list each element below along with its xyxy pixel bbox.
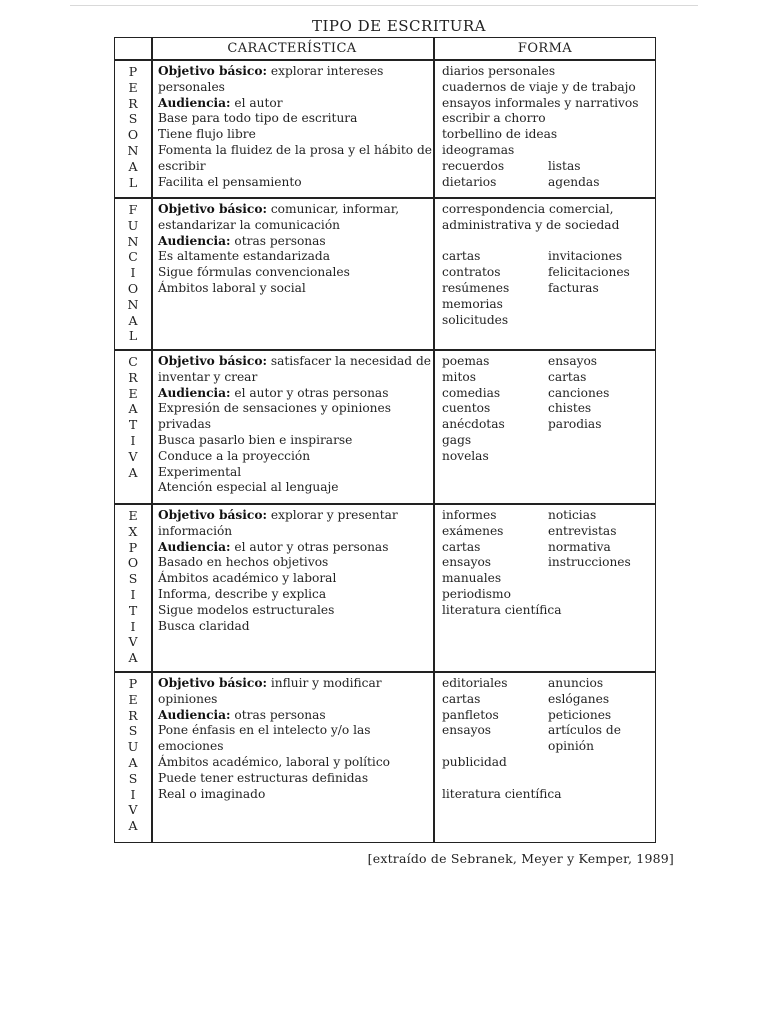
form-row <box>442 771 652 787</box>
form-item: informes <box>442 508 497 522</box>
vertical-letter: X <box>128 523 138 539</box>
characteristic-item <box>158 111 433 127</box>
vertical-letter: N <box>127 296 139 312</box>
characteristic-text: Ámbitos académico, laboral y político <box>158 754 390 769</box>
characteristic-item <box>158 202 433 234</box>
form-row <box>442 755 652 771</box>
vertical-letter: S <box>128 770 138 786</box>
characteristic-key: Audiencia: <box>158 385 231 400</box>
characteristic-text: Ámbitos académico y laboral <box>158 571 337 586</box>
characteristic-text: Atención especial al lenguaje <box>158 480 339 495</box>
vertical-letter: C <box>128 354 138 369</box>
form-row <box>442 127 652 143</box>
form-item: torbellino de ideas <box>442 127 558 142</box>
vertical-letter: P <box>128 539 138 555</box>
characteristic-text: comunicar, informar, estandarizar la comunicación <box>158 202 400 232</box>
form-item: ensayos <box>442 723 492 738</box>
section-creativa <box>115 351 655 503</box>
form-item: opinión <box>548 739 594 754</box>
form-item: facturas <box>548 280 599 295</box>
characteristic-text: Facilita el pensamiento <box>158 174 302 189</box>
form-item: exámenes <box>442 523 504 538</box>
characteristic-item <box>158 401 433 433</box>
characteristic-text: Real o imaginado <box>158 786 266 801</box>
form-row <box>442 370 652 386</box>
characteristic-item <box>158 433 433 449</box>
characteristic-item <box>158 265 433 281</box>
characteristic-text: Busca claridad <box>158 618 250 633</box>
characteristic-text: el autor <box>230 95 283 110</box>
section-personal <box>115 61 655 197</box>
section-funcional <box>115 199 655 349</box>
characteristic-item <box>158 449 433 465</box>
vertical-letter: S <box>128 111 138 127</box>
vertical-letter: E <box>128 691 138 707</box>
form-item: eslóganes <box>548 691 610 706</box>
characteristic-item <box>158 354 433 386</box>
characteristic-text: otras personas <box>230 233 326 248</box>
form-row <box>442 603 652 619</box>
characteristic-item <box>158 386 433 402</box>
section-expositiva <box>115 505 655 671</box>
form-item: contratos <box>442 265 501 280</box>
vertical-letter: T <box>128 602 138 618</box>
form-row <box>442 313 652 329</box>
form-item <box>442 771 548 787</box>
characteristic-text: explorar y presentar información <box>158 508 398 538</box>
writing-types-table <box>114 37 656 843</box>
vertical-letter: O <box>127 280 139 296</box>
form-item: dietarios <box>442 174 497 189</box>
vertical-letter: R <box>128 707 138 723</box>
characteristic-item <box>158 555 433 571</box>
characteristic-text: Sigue modelos estructurales <box>158 602 335 617</box>
form-item: chistes <box>548 401 592 416</box>
characteristic-text: Base para todo tipo de escritura <box>158 111 358 126</box>
characteristic-key: Objetivo básico: <box>158 508 267 522</box>
characteristic-item <box>158 281 433 297</box>
characteristic-item <box>158 480 433 496</box>
form-item: peticiones <box>548 707 612 722</box>
vertical-type-label <box>115 676 151 834</box>
vertical-letter: P <box>128 64 138 79</box>
form-item: cartas <box>442 539 481 554</box>
characteristic-text: explorar intereses personales <box>158 64 384 94</box>
characteristic-item <box>158 619 433 635</box>
form-item: mitos <box>442 369 476 384</box>
vertical-letter: U <box>127 217 139 233</box>
vertical-letter: L <box>128 174 138 190</box>
form-item: ensayos informales y narrativos <box>442 95 639 110</box>
form-item: diarios personales <box>442 64 556 78</box>
form-item: instrucciones <box>548 555 631 570</box>
characteristic-item <box>158 465 433 481</box>
form-row <box>442 739 652 755</box>
vertical-letter: A <box>128 312 138 328</box>
vertical-letter: A <box>128 158 138 174</box>
form-row <box>442 787 652 803</box>
characteristic-item <box>158 143 433 175</box>
characteristic-item <box>158 603 433 619</box>
form-row <box>442 723 652 739</box>
source-citation: [extraído de Sebranek, Meyer y Kemper, 1989] <box>367 851 674 866</box>
form-row <box>442 587 652 603</box>
characteristics-list <box>158 354 433 496</box>
form-row <box>442 265 652 281</box>
characteristic-key: Audiencia: <box>158 707 231 722</box>
characteristic-key: Objetivo básico: <box>158 676 267 690</box>
form-row <box>442 297 652 313</box>
form-item: novelas <box>442 448 489 463</box>
forms-list <box>442 64 652 190</box>
characteristic-text: otras personas <box>230 707 326 722</box>
vertical-letter: I <box>130 786 136 802</box>
form-item: recuerdos <box>442 158 505 173</box>
vertical-letter: C <box>128 249 138 265</box>
form-row <box>442 555 652 571</box>
form-item: literatura científica <box>442 786 562 801</box>
characteristic-text: Es altamente estandarizada <box>158 249 330 264</box>
vertical-type-label <box>115 64 151 190</box>
characteristics-list <box>158 202 433 297</box>
characteristic-text: satisfacer la necesidad de inventar y crear <box>158 354 431 384</box>
vertical-letter: T <box>128 417 138 433</box>
vertical-letter: S <box>128 571 138 587</box>
vertical-letter: V <box>128 802 138 818</box>
vertical-letter: I <box>130 586 136 602</box>
vertical-letter: I <box>130 432 136 448</box>
form-row <box>442 386 652 402</box>
form-item: publicidad <box>442 754 507 769</box>
characteristic-text: Tiene flujo libre <box>158 127 256 142</box>
characteristic-text: Expresión de sensaciones y opiniones privadas <box>158 401 391 432</box>
vertical-letter: R <box>128 95 138 111</box>
characteristic-text: Busca pasarlo bien e inspirarse <box>158 432 353 447</box>
characteristic-text: el autor y otras personas <box>230 539 389 554</box>
characteristic-item <box>158 723 433 755</box>
form-item: comedias <box>442 385 501 400</box>
form-item: anécdotas <box>442 417 505 432</box>
form-row <box>442 234 652 250</box>
form-item: solicitudes <box>442 312 509 327</box>
form-item: felicitaciones <box>548 265 630 280</box>
vertical-letter: E <box>128 508 138 523</box>
vertical-letter: N <box>127 142 139 158</box>
form-header: FORMA <box>517 41 573 56</box>
vertical-letter: V <box>128 448 138 464</box>
form-item: anuncios <box>548 676 604 690</box>
vertical-letter: R <box>128 369 138 385</box>
characteristic-key: Objetivo básico: <box>158 354 267 368</box>
characteristic-item <box>158 771 433 787</box>
characteristic-item <box>158 787 433 803</box>
form-item: editoriales <box>442 676 508 690</box>
form-row <box>442 159 652 175</box>
form-item <box>442 739 548 755</box>
form-row <box>442 175 652 191</box>
vertical-type-label <box>115 508 151 666</box>
form-item: memorias <box>442 296 503 311</box>
form-row <box>442 433 652 449</box>
vertical-letter: A <box>128 818 138 834</box>
form-item: invitaciones <box>548 249 623 264</box>
form-row <box>442 354 652 370</box>
vertical-letter: I <box>130 618 136 634</box>
vertical-letter: N <box>127 233 139 249</box>
vertical-letter: F <box>128 202 138 217</box>
characteristic-item <box>158 127 433 143</box>
vertical-type-label <box>115 202 151 344</box>
vertical-letter: I <box>130 265 136 281</box>
characteristic-text: Conduce a la proyección <box>158 448 311 463</box>
form-row <box>442 708 652 724</box>
form-item: ensayos <box>548 354 598 368</box>
form-row <box>442 676 652 692</box>
characteristic-text: Informa, describe y explica <box>158 586 327 601</box>
characteristic-text: Sigue fórmulas convencionales <box>158 265 350 280</box>
form-item: parodias <box>548 417 602 432</box>
form-item: artículos de <box>548 723 621 738</box>
characteristic-item <box>158 249 433 265</box>
characteristic-key: Audiencia: <box>158 95 231 110</box>
forms-list <box>442 354 652 465</box>
top-rule <box>70 5 698 6</box>
characteristic-item <box>158 587 433 603</box>
form-item: canciones <box>548 385 610 400</box>
form-item: poemas <box>442 354 490 368</box>
form-row <box>442 540 652 556</box>
form-item: listas <box>548 158 581 173</box>
characteristic-text: Ámbitos laboral y social <box>158 280 306 295</box>
form-item: cartas <box>442 691 481 706</box>
form-item: resúmenes <box>442 280 510 295</box>
characteristic-item <box>158 755 433 771</box>
form-item: ideogramas <box>442 142 515 157</box>
forms-list <box>442 202 652 328</box>
form-item: ensayos <box>442 555 492 570</box>
vertical-letter: S <box>128 723 138 739</box>
form-row <box>442 449 652 465</box>
form-row <box>442 281 652 297</box>
characteristic-item <box>158 96 433 112</box>
form-row <box>442 111 652 127</box>
characteristic-item <box>158 64 433 96</box>
form-row <box>442 401 652 417</box>
vertical-letter: L <box>128 328 138 344</box>
characteristic-item <box>158 508 433 540</box>
characteristic-text: Experimental <box>158 464 242 479</box>
characteristic-text: el autor y otras personas <box>230 385 389 400</box>
characteristic-item <box>158 676 433 708</box>
section-persuasiva <box>115 673 655 842</box>
characteristic-key: Objetivo básico: <box>158 202 267 216</box>
characteristic-item <box>158 708 433 724</box>
form-row <box>442 96 652 112</box>
vertical-letter: A <box>128 650 138 666</box>
forms-list <box>442 676 652 802</box>
form-item: manuales <box>442 571 502 586</box>
characteristic-header: CARACTERÍSTICA <box>227 41 357 56</box>
form-item: cuentos <box>442 401 491 416</box>
form-row <box>442 249 652 265</box>
characteristic-key: Audiencia: <box>158 539 231 554</box>
form-item: periodismo <box>442 586 511 601</box>
forms-list <box>442 508 652 619</box>
characteristics-list <box>158 508 433 634</box>
vertical-letter: U <box>127 739 139 755</box>
form-item: panfletos <box>442 707 499 722</box>
form-item: gags <box>442 432 472 447</box>
characteristic-item <box>158 234 433 250</box>
form-item <box>442 234 548 250</box>
form-row <box>442 202 652 234</box>
vertical-letter: V <box>128 634 138 650</box>
document-title: TIPO DE ESCRITURA <box>311 17 487 35</box>
characteristic-item <box>158 571 433 587</box>
vertical-letter: E <box>128 79 138 95</box>
form-item: literatura científica <box>442 602 562 617</box>
form-item: escribir a chorro <box>442 111 546 126</box>
characteristic-text: Puede tener estructuras definidas <box>158 770 369 785</box>
vertical-letter: E <box>128 385 138 401</box>
characteristic-text: influir y modificar opiniones <box>158 676 382 706</box>
form-item: normativa <box>548 539 611 554</box>
form-row <box>442 417 652 433</box>
vertical-type-label <box>115 354 151 480</box>
vertical-letter: O <box>127 127 139 143</box>
form-row <box>442 64 652 80</box>
characteristic-item <box>158 175 433 191</box>
form-row <box>442 524 652 540</box>
vertical-letter: P <box>128 676 138 691</box>
characteristic-key: Audiencia: <box>158 233 231 248</box>
form-item: correspondencia comercial, administrativa y de sociedad <box>442 202 620 232</box>
vertical-letter: A <box>128 401 138 417</box>
form-item: cartas <box>548 369 587 384</box>
characteristics-list <box>158 676 433 802</box>
form-row <box>442 571 652 587</box>
form-item: agendas <box>548 174 600 189</box>
form-row <box>442 143 652 159</box>
form-item: noticias <box>548 508 597 522</box>
form-row <box>442 80 652 96</box>
form-item: entrevistas <box>548 523 617 538</box>
characteristic-text: Pone énfasis en el intelecto y/o las emociones <box>158 723 371 754</box>
form-row <box>442 508 652 524</box>
characteristics-list <box>158 64 433 190</box>
characteristic-text: Fomenta la fluidez de la prosa y el hábito de escribir <box>158 142 432 173</box>
vertical-letter: A <box>128 754 138 770</box>
form-item: cuadernos de viaje y de trabajo <box>442 79 636 94</box>
form-item: cartas <box>442 249 481 264</box>
vertical-letter: A <box>128 464 138 480</box>
form-row <box>442 692 652 708</box>
characteristic-text: Basado en hechos objetivos <box>158 555 329 570</box>
characteristic-item <box>158 540 433 556</box>
characteristic-key: Objetivo básico: <box>158 64 267 78</box>
vertical-letter: O <box>127 555 139 571</box>
